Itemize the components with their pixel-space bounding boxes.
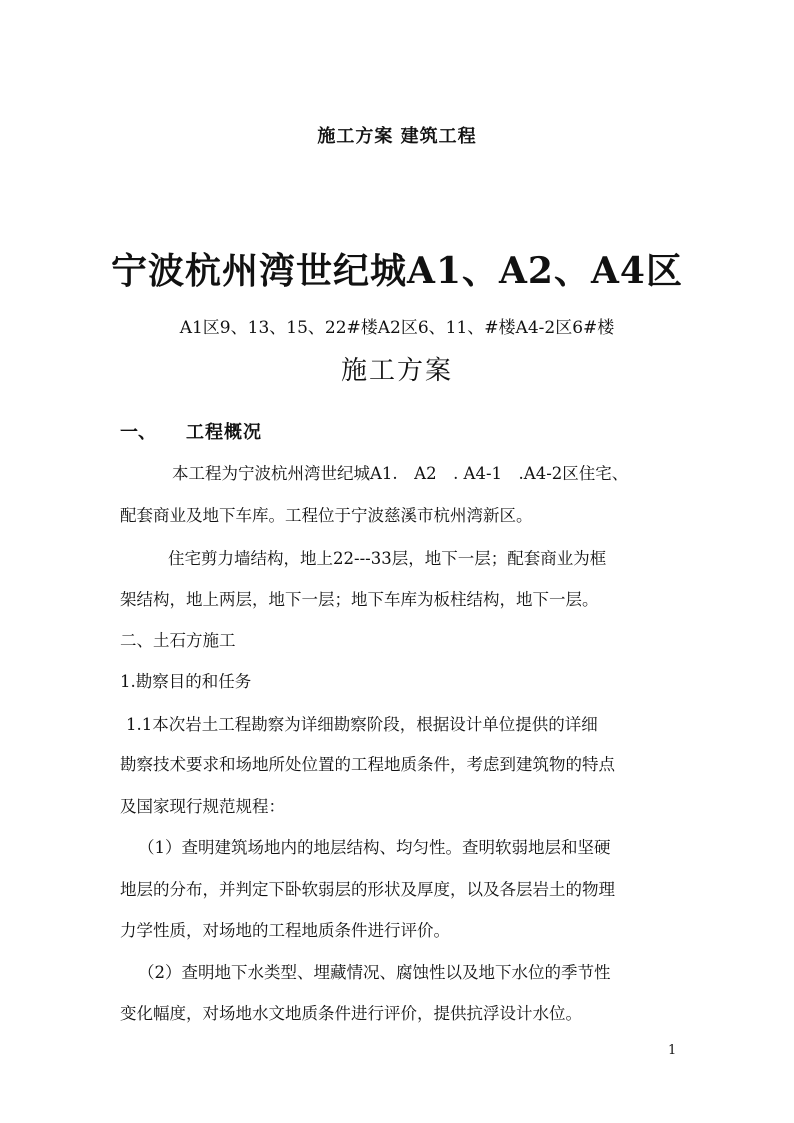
document-subtitle-plan: 施工方案 (340, 356, 453, 386)
paragraph-line: 勘察技术要求和场地所处位置的工程地质条件，考虑到建筑物的特点 (120, 755, 615, 774)
document-header: 施工方案 建筑工程 (317, 126, 477, 147)
page-number: 1 (668, 1043, 677, 1058)
paragraph-line: 架结构，地上两层，地下一层；地下车库为板柱结构，地下一层。 (120, 590, 599, 609)
section-number: 一、 (120, 422, 156, 443)
paragraph-line: （1）查明建筑场地内的地层结构、均匀性。查明软弱地层和坚硬 (138, 838, 611, 857)
subsection-heading: 1.勘察目的和任务 (120, 672, 252, 691)
paragraph-line: 住宅剪力墙结构，地上22---33层，地下一层；配套商业为框 (168, 549, 607, 568)
paragraph-line: 配套商业及地下车库。工程位于宁波慈溪市杭州湾新区。 (120, 506, 533, 525)
paragraph-line: 本工程为宁波杭州湾世纪城A1. A2 . A4-1 .A4-2区住宅、 (172, 464, 629, 483)
paragraph-line: （2）查明地下水类型、埋藏情况、腐蚀性以及地下水位的季节性 (138, 963, 611, 982)
paragraph-line: 力学性质，对场地的工程地质条件进行评价。 (120, 921, 450, 940)
section-title: 工程概况 (186, 422, 262, 443)
document-title: 宁波杭州湾世纪城A1、A2、A4区 (111, 250, 683, 292)
paragraph-line: 地层的分布，并判定下卧软弱层的形状及厚度，以及各层岩土的物理 (120, 880, 615, 899)
paragraph-line: 及国家现行规范规程： (120, 797, 285, 816)
paragraph-line: 变化幅度，对场地水文地质条件进行评价，提供抗浮设计水位。 (120, 1004, 582, 1023)
document-subtitle-buildings: A1区9、13、15、22#楼A2区6、11、#楼A4-2区6#楼 (179, 318, 615, 338)
section-heading: 二、土石方施工 (120, 631, 236, 650)
paragraph-line: 1.1本次岩土工程勘察为详细勘察阶段，根据设计单位提供的详细 (126, 715, 598, 734)
